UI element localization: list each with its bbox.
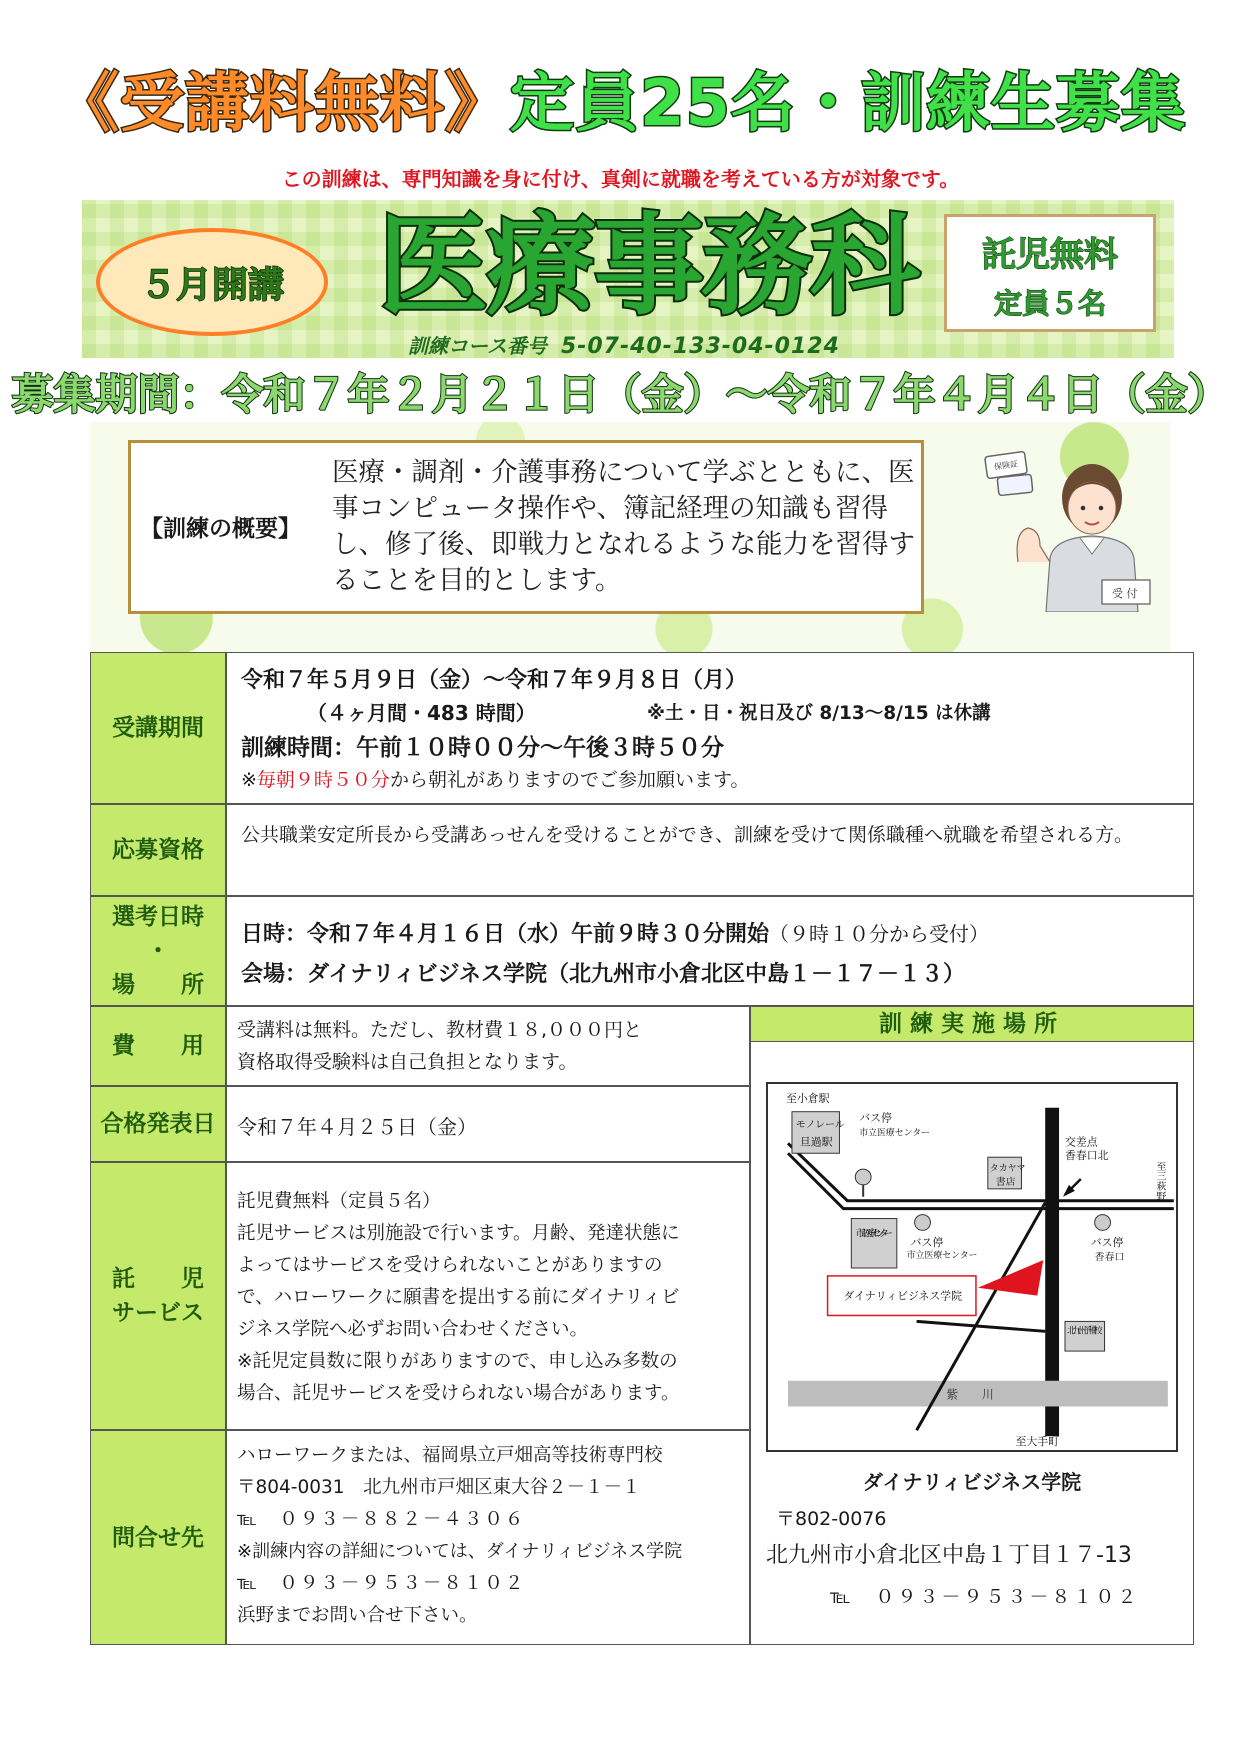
map-school-name: ダイナリィビジネス学院 <box>862 1470 1082 1494</box>
svg-text:交差点: 交差点 <box>1064 1135 1098 1149</box>
hospital <box>851 1219 897 1268</box>
selection-cell <box>226 896 1194 1006</box>
contact-line: ハローワークまたは、福岡県立戸畑高等技術専門校 <box>237 1445 663 1466</box>
river-label: 紫 川 <box>946 1387 994 1402</box>
childcare-line: 場合、託児サービスを受けられない場合があります。 <box>237 1383 680 1404</box>
svg-text:香春口北: 香春口北 <box>1064 1149 1109 1163</box>
svg-text:バス停: バス停 <box>1090 1236 1124 1250</box>
course-number <box>408 330 840 359</box>
svg-text:モノレール: モノレール <box>795 1119 845 1131</box>
header-childcare: 託 児 サービス <box>90 1162 226 1430</box>
svg-text:旦過駅: 旦過駅 <box>799 1135 833 1149</box>
map-phone: ℡ ０９３－９５３－８１０２ <box>830 1586 1140 1608</box>
headline <box>0 52 1241 144</box>
svg-text:市立医療センター: 市立医療センター <box>906 1251 978 1262</box>
overview-text: 医療・調剤・介護事務について学ぶとともに、医事コンピュータ操作や、簿記経理の知識も習得し、修了後、即戦力となれるような能力を習得することを目的とします。 <box>332 457 915 596</box>
svg-text:北九州予備校: 北九州予備校 <box>1066 1326 1103 1337</box>
childcare-line: 託児サービスは別施設で行います。月齢、発達状態に <box>237 1223 680 1244</box>
selection-date: 日時：令和７年４月１６日（水）午前９時３０分開始（９時１０分から受付） <box>241 922 990 947</box>
headline-free-tuition: 《受講料無料》 <box>54 67 510 141</box>
selection-venue: 会場：ダイナリィビジネス学院（北九州市小倉北区中島１－１７－１３） <box>241 962 966 987</box>
header-results: 合格発表日 <box>90 1086 226 1162</box>
svg-text:ダイナリィビジネス学院: ダイナリィビジネス学院 <box>843 1289 963 1303</box>
overview-label: 【訓練の概要】 <box>140 516 301 542</box>
period-duration: （４ヶ月間・483 時間） <box>307 701 536 725</box>
training-period-cell <box>226 652 1194 804</box>
bus-stop-icon <box>1095 1215 1111 1231</box>
header-eligibility: 応募資格 <box>90 804 226 896</box>
contact-phone-1: ℡ ０９３－８８２－４３０６ <box>237 1509 526 1530</box>
header-selection: 選考日時 ・ 場 所 <box>90 896 226 1006</box>
childcare-line: ジネス学院へ必ずお問い合わせください。 <box>237 1319 588 1340</box>
childcare-line: よってはサービスを受けられないことがありますの <box>237 1255 663 1276</box>
contact-cell <box>226 1430 750 1645</box>
childcare-badge <box>944 214 1156 332</box>
childcare-cell <box>226 1162 750 1430</box>
header-training-period: 受講期間 <box>90 652 226 804</box>
morning-assembly-note: ※毎朝９時５０分から朝礼がありますのでご参加願います。 <box>241 769 750 791</box>
childcare-line: で、ハローワークに願書を提出する前にダイナリィビ <box>237 1287 680 1308</box>
to-kokura-label: 至小倉駅 <box>786 1091 830 1105</box>
period-dates: 令和７年５月９日（金）～令和７年９月８日（月） <box>241 668 748 693</box>
svg-text:タカヤマ: タカヤマ <box>989 1164 1026 1175</box>
start-month-badge <box>96 228 328 336</box>
contact-line: 浜野までお問い合せ下さい。 <box>237 1605 478 1626</box>
childcare-capacity-label: 定員５名 <box>993 287 1106 320</box>
period-holidays: ※土・日・祝日及び 8/13～8/15 は休講 <box>647 703 991 724</box>
bus-stop-icon <box>915 1215 931 1231</box>
contact-line: ※訓練内容の詳細については、ダイナリィビジネス学院 <box>237 1541 683 1562</box>
card-label: 保険証 <box>993 459 1019 472</box>
eligibility-cell <box>226 804 1194 896</box>
training-hours: 訓練時間：午前１０時００分～午後３時５０分 <box>241 735 724 761</box>
access-map <box>766 1082 1178 1452</box>
childcare-line: 託児費無料（定員５名） <box>237 1191 441 1212</box>
map-title: 訓練実施場所 <box>750 1006 1194 1042</box>
header-cost: 費 用 <box>90 1006 226 1086</box>
svg-text:香春口: 香春口 <box>1094 1252 1125 1264</box>
cost-line-2: 資格取得受験料は自己負担となります。 <box>237 1051 578 1073</box>
course-number-value: 5-07-40-133-04-0124 <box>560 334 840 359</box>
course-title: 医療事務科 <box>378 202 918 330</box>
bus-stop-icon <box>855 1169 871 1185</box>
receptionist-illustration <box>984 450 1154 612</box>
cost-line-1: 受講料は無料。ただし、教材費１８,０００円と <box>237 1019 643 1041</box>
svg-text:書店: 書店 <box>995 1176 1016 1188</box>
map-postal: 〒802-0076 <box>776 1508 887 1530</box>
start-month-label: ５月開講 <box>139 264 284 306</box>
map-address: 北九州市小倉北区中島１丁目１７-13 <box>766 1543 1132 1568</box>
headline-recruitment: 定員25名・訓練生募集 <box>509 67 1187 141</box>
childcare-line: ※託児定員数に限りがありますので、申し込み多数の <box>237 1351 678 1372</box>
svg-text:市立医療センター: 市立医療センター <box>855 1228 893 1240</box>
target-audience-note: この訓練は、専門知識を身に付け、真剣に就職を考えている方が対象です。 <box>281 167 960 191</box>
to-otemachi-label: 至大手町 <box>1015 1435 1060 1449</box>
recruitment-period: 募集期間：令和７年２月２１日（金）～令和７年４月４日（金） <box>11 370 1230 419</box>
contact-line: 〒804-0031 北九州市戸畑区東大谷２－１－１ <box>237 1477 641 1498</box>
results-date: 令和７年４月２５日（金） <box>237 1115 477 1139</box>
course-number-label: 訓練コース番号 <box>408 334 547 358</box>
header-contact: 問合せ先 <box>90 1430 226 1645</box>
reception-sign-label: 受 付 <box>1112 587 1138 600</box>
results-cell <box>226 1086 750 1162</box>
childcare-free-label: 託児無料 <box>982 235 1118 275</box>
eligibility-text: 公共職業安定所長から受講あっせんを受けることができ、訓練を受けて関係職種へ就職を希望される方。 <box>241 824 1134 846</box>
contact-phone-2: ℡ ０９３－９５３－８１０２ <box>237 1573 526 1594</box>
svg-text:バス停: バス停 <box>859 1111 892 1125</box>
svg-text:バス停: バス停 <box>910 1236 944 1250</box>
svg-text:至三萩野: 至三萩野 <box>1154 1161 1166 1201</box>
cost-cell <box>226 1006 750 1086</box>
svg-text:市立医療センター: 市立医療センター <box>859 1128 931 1139</box>
